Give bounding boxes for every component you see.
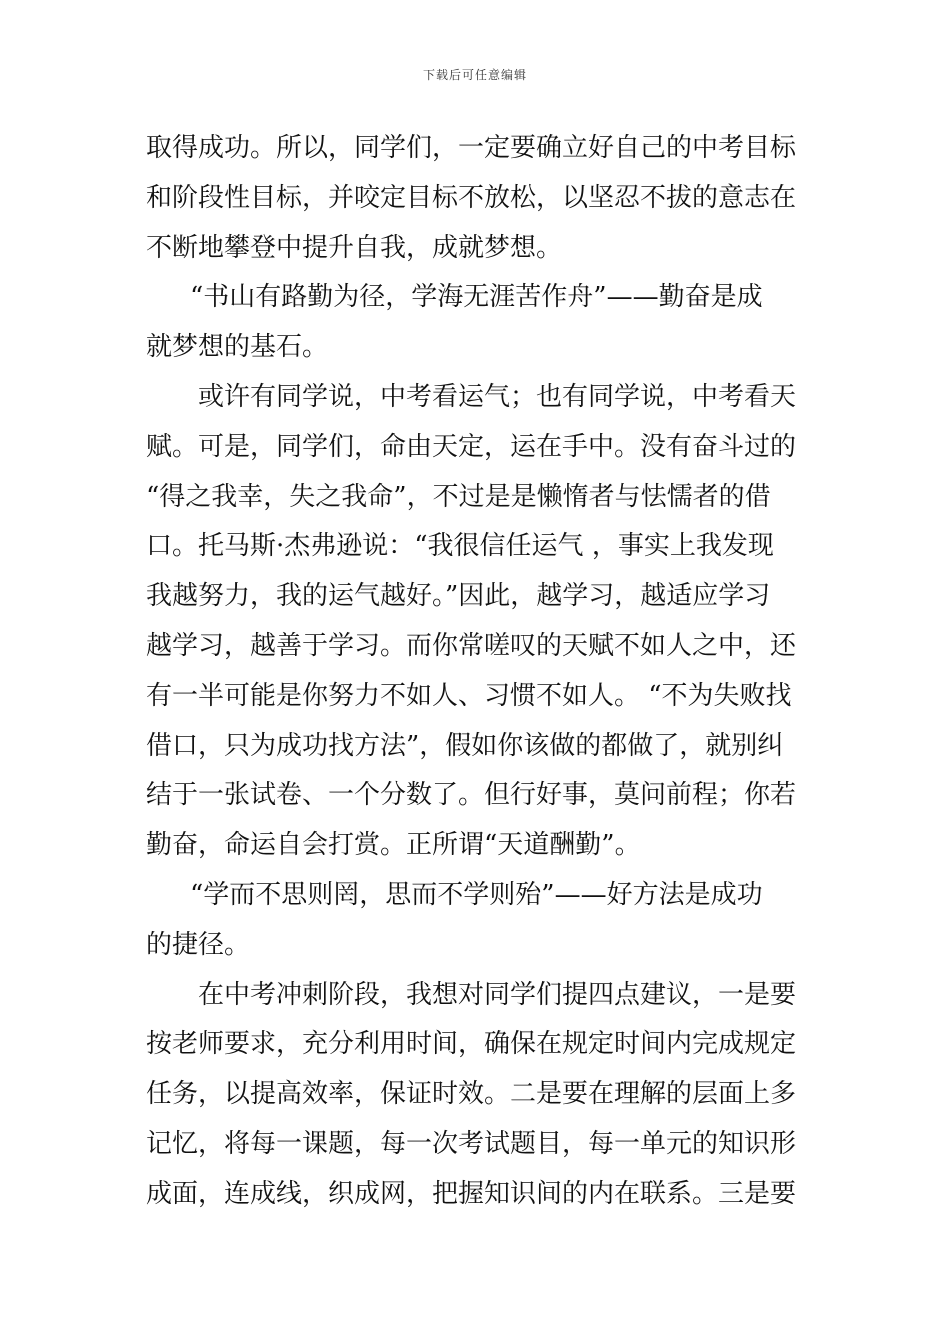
text-line: 成面，连成线，织成网，把握知识间的内在联系。三是要: [146, 1178, 797, 1209]
text-line: 结于一张试卷、一个分数了。但行好事，莫问前程；你若: [146, 780, 797, 811]
text-line: 我越努力，我的运气越好。”因此，越学习，越适应学习: [146, 581, 771, 612]
text-line: “得之我幸，失之我命”，不过是是懒惰者与怯懦者的借: [146, 481, 771, 512]
text-line: 取得成功。所以，同学们，一定要确立好自己的中考目标: [146, 133, 797, 163]
text-line: 按老师要求，充分利用时间，确保在规定时间内完成规定: [146, 1029, 797, 1060]
paragraph-start-line: 在中考冲刺阶段，我想对同学们提四点建议，一是要: [198, 979, 797, 1010]
paragraph-start-line: 或许有同学说，中考看运气；也有同学说，中考看天: [198, 381, 797, 412]
text-line: 记忆，将每一课题，每一次考试题目，每一单元的知识形: [146, 1128, 797, 1159]
document-body: [146, 124, 806, 1220]
quote-heading-line: “学而不思则罔，思而不学则殆”——好方法是成功: [190, 879, 763, 910]
text-line: 有一半可能是你努力不如人、习惯不如人。 “不为失败找: [146, 680, 792, 711]
text-line: 口。托马斯·杰弗逊说：“我很信任运气 ，事实上我发现: [146, 531, 774, 562]
text-line: 任务，以提高效率，保证时效。二是要在理解的层面上多: [146, 1079, 797, 1110]
text-line: 越学习，越善于学习。而你常嗟叹的天赋不如人之中，还: [146, 630, 797, 661]
text-line: 就梦想的基石。: [146, 332, 329, 363]
quote-heading-line: “书山有路勤为径，学海无涯苦作舟”——勤奋是成: [190, 282, 763, 313]
text-line: 的捷径。: [146, 929, 251, 960]
text-line: 不断地攀登中提升自我，成就梦想。: [146, 232, 563, 263]
text-line: 赋。可是，同学们，命由天定，运在手中。没有奋斗过的: [146, 431, 797, 462]
text-line: 和阶段性目标，并咬定目标不放松，以坚忍不拔的意志在: [146, 182, 797, 213]
text-line: 勤奋，命运自会打赏。正所谓“天道酬勤”。: [146, 830, 641, 861]
text-line: 借口，只为成功找方法”，假如你该做的都做了，就别纠: [146, 730, 784, 761]
page-header: 下载后可任意编辑: [422, 68, 527, 82]
